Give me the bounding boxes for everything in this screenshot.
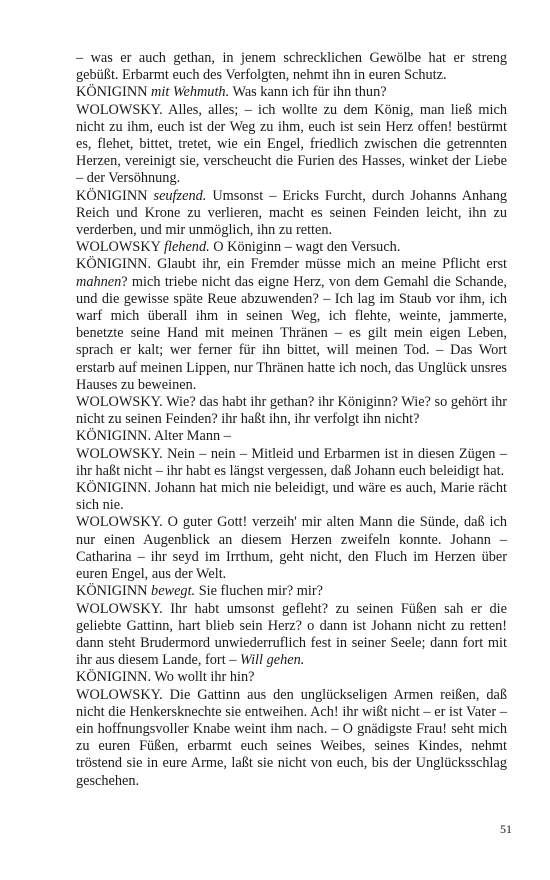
stage-direction: seufzend.: [153, 187, 207, 204]
text-run: WOLOWSKY: [76, 239, 165, 256]
page-number: 51: [500, 822, 512, 836]
text-paragraph: [76, 239, 507, 256]
text-run: KÖNIGINN: [76, 187, 154, 204]
text-run: WOLOWSKY. Alles, alles; – ich wollte zu dem König, man ließ mich nicht zu ihm, euch ist der Weg zu ihm, euch ist sein Herz offen! bestürmt es, flehet, bittet, tretet, wie ein Engel, friedlich zwischen die getrennten Herzen, vereinigt sie, verscheucht die Furien des Hasses, winket der Liebe – der Versöhnung.: [76, 101, 507, 187]
text-run: WOLOWSKY. Ihr habt umsonst gefleht? zu seinen Füßen sah er die geliebte Gattinn, hart blieb sein Herz? o dann ist Johann nicht zu retten! dann steht Brudermord unwiederruflich fest in seiner Seele; dann fort mit ihr aus diesem Lande, fort –: [76, 600, 507, 669]
text-paragraph: [76, 446, 507, 480]
text-run: KÖNIGINN. Alter Mann –: [76, 428, 231, 445]
text-run: KÖNIGINN: [76, 583, 152, 600]
text-paragraph: [76, 188, 507, 240]
text-run: – was er auch gethan, in jenem schrecklichen Gewölbe hat er streng gebüßt. Erbarmt euch des Verfolgten, nehmt ihn in euren Schutz.: [76, 50, 507, 84]
text-run: WOLOWSKY. Nein – nein – Mitleid und Erbarmen ist in diesen Zügen – ihr haßt nicht – ihr habt es längst vergessen, daß Johann euch beleidigt hat.: [76, 445, 507, 479]
stage-direction: flehend.: [164, 239, 210, 256]
text-paragraph: [76, 428, 507, 445]
text-run: Umsonst – Ericks Furcht, durch Johanns Anhang Reich und Krone zu verlieren, macht es seinen Feinden leicht, ihn zu verderben, und mir unmöglich, ihn zu retten.: [76, 187, 507, 239]
text-paragraph: [76, 480, 507, 514]
stage-direction: mit Wehmuth.: [151, 84, 230, 101]
stage-direction: Will gehen.: [239, 652, 305, 669]
text-paragraph: [76, 102, 507, 188]
page-text-body: [76, 50, 507, 790]
text-run: WOLOWSKY. Wie? das habt ihr gethan? ihr Königinn? Wie? so gehört ihr nicht zu seinen Feinden? ihr haßt ihn, ihr verfolgt ihn nicht?: [76, 394, 507, 428]
text-run: O Königinn – wagt den Versuch.: [209, 239, 401, 256]
text-paragraph: [76, 687, 507, 790]
text-paragraph: [76, 514, 507, 583]
stage-direction: bewegt.: [151, 583, 196, 600]
text-paragraph: [76, 583, 507, 600]
text-paragraph: [76, 84, 507, 101]
text-run: KÖNIGINN. Johann hat mich nie beleidigt, und wäre es auch, Marie rächt sich nie.: [76, 480, 507, 514]
text-run: WOLOWSKY. O guter Gott! verzeih' mir alten Mann die Sünde, daß ich nur einen Augenblick an diesem Herzen zweifeln konnte. Johann – Catharina – ihr seyd im Irrthum, geht nicht, den Fluch im Herzen über euren Engel, aus der Welt.: [76, 514, 507, 583]
text-run: ? mich triebe nicht das eigne Herz, von dem Gemahl die Schande, und die gewisse späte Reue abzuwenden? – Ich lag im Staub vor ihm, ich warf mich überall ihm in seinen Weg, ich flehte, weinte, jammerte, benetzte seine Hand mit meinen Thränen – es gilt mein eigen Leben, sprach er kalt; wer ferner für ihn bittet, will meinen Tod. – Das Wort erstarb auf meinen Lippen, nur Thränen hatte ich noch, das Unglück unsres Hauses zu beweinen.: [76, 273, 507, 393]
text-run: Sie fluchen mir? mir?: [195, 583, 323, 600]
text-paragraph: [76, 601, 507, 670]
text-paragraph: [76, 669, 507, 686]
text-run: Was kann ich für ihn thun?: [229, 84, 387, 101]
text-run: WOLOWSKY. Die Gattinn aus den unglückseligen Armen reißen, daß nicht die Henkersknechte sie entweihen. Ach! ihr wißt nicht – er ist Vater – ein hoffnungsvoller Knabe weint ihm nach. – O gnädigste Frau! seht mich zu euren Füßen, erbarmt euch seines Weibes, seines Kindes, nehmt tröstend sie in eure Arme, laßt sie nicht von euch, bis der Unglücksschlag geschehen.: [76, 686, 507, 789]
text-paragraph: [76, 50, 507, 84]
stage-direction: mahnen: [76, 273, 122, 290]
text-run: KÖNIGINN. Glaubt ihr, ein Fremder müsse mich an meine Pflicht erst: [76, 256, 507, 273]
text-run: KÖNIGINN. Wo wollt ihr hin?: [76, 669, 255, 686]
text-run: KÖNIGINN: [76, 84, 152, 101]
text-paragraph: [76, 256, 507, 394]
text-paragraph: [76, 394, 507, 428]
